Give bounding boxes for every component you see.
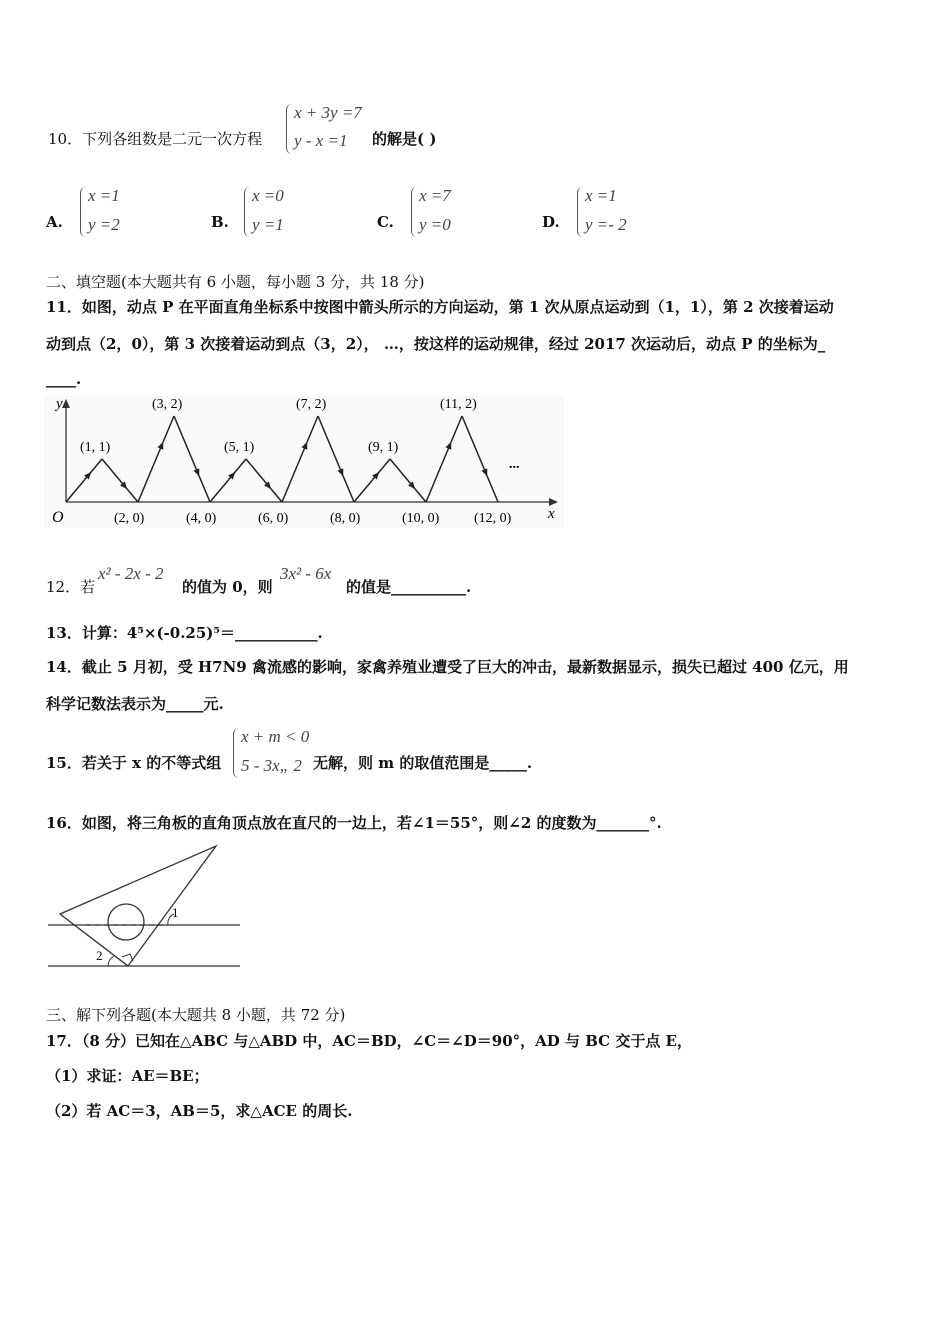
q10-system-brace xyxy=(286,104,293,154)
q17-line1: 17．（8 分）已知在△ABC 与△ABD 中，AC＝BD，∠C＝∠D＝90°，AD 与 BC 交于点 E， xyxy=(46,1032,692,1050)
y-axis-label: y xyxy=(56,396,63,412)
q15-pre: 15．若关于 x 的不等式组 xyxy=(46,754,222,772)
section2-title: 二、填空题(本大题共有 6 小题，每小题 3 分，共 18 分) xyxy=(46,273,425,291)
q10-tail: 的解是( ) xyxy=(372,130,437,148)
q10-option-a-line1: x =1 xyxy=(88,186,120,205)
right-angle-mark xyxy=(122,954,133,961)
peak-label: (11, 2) xyxy=(440,397,477,412)
triangle-ruler xyxy=(60,846,216,966)
q10-option-c-label: C. xyxy=(377,213,394,231)
q11-figure xyxy=(44,396,564,528)
triangle-hole xyxy=(108,904,144,940)
bottom-label: (8, 0) xyxy=(330,511,361,526)
q16-text: 16．如图，将三角板的直角顶点放在直尺的一边上，若∠1＝55°，则∠2 的度数为_______°. xyxy=(46,814,662,832)
q10-option-b-line1: x =0 xyxy=(252,186,284,205)
q10-option-d-line1: x =1 xyxy=(585,186,617,205)
q12-post: 的值是__________. xyxy=(346,578,472,596)
q10-stem-text: 下列各组数是二元一次方程 xyxy=(82,130,263,148)
q12-expr2: 3x² - 6x xyxy=(280,564,332,583)
bottom-label: (2, 0) xyxy=(114,511,145,526)
q10-option-d-line2: y =- 2 xyxy=(585,215,627,234)
peak-label: (5, 1) xyxy=(224,440,255,455)
q17-part2: （2）若 AC＝3，AB＝5，求△ACE 的周长. xyxy=(46,1102,353,1120)
q10-option-b-brace xyxy=(244,187,251,237)
q12-pre-text: 12．若 xyxy=(46,578,96,596)
peak-label: (1, 1) xyxy=(80,440,111,455)
q10-option-c-brace xyxy=(411,187,418,237)
x-axis-label: x xyxy=(548,506,555,522)
q10-option-c-line1: x =7 xyxy=(419,186,451,205)
peak-label: (3, 2) xyxy=(152,397,183,412)
q10-stem xyxy=(48,128,262,149)
q10-option-a-label: A. xyxy=(46,213,63,231)
q10-eq2: y - x =1 xyxy=(294,131,348,150)
q10-eq1: x + 3y =7 xyxy=(294,103,362,122)
q10-option-c-line2: y =0 xyxy=(419,215,451,234)
peak-label: (7, 2) xyxy=(296,397,327,412)
angle2-label: 2 xyxy=(96,948,103,963)
q12-mid: 的值为 0，则 xyxy=(182,578,273,596)
q14-line2: 科学记数法表示为_____元. xyxy=(46,695,224,713)
bottom-label: (4, 0) xyxy=(186,511,217,526)
q10-number: 10． xyxy=(48,130,83,148)
q11-line3: ____. xyxy=(46,370,82,388)
q14-line1: 14．截止 5 月初，受 H7N9 禽流感的影响，家禽养殖业遭受了巨大的冲击，最新数据显示，损失已超过 400 亿元，用 xyxy=(46,658,849,676)
q11-figure-bg xyxy=(44,396,564,528)
q10-option-a-brace xyxy=(80,187,87,237)
bottom-label: (6, 0) xyxy=(258,511,289,526)
q17-part1: （1）求证：AE＝BE； xyxy=(46,1067,209,1085)
q15-ineq1: x + m < 0 xyxy=(241,727,310,746)
q10-option-b-line2: y =1 xyxy=(252,215,284,234)
q12-expr1: x² - 2x - 2 xyxy=(98,564,164,583)
peak-label: (9, 1) xyxy=(368,440,399,455)
section3-title: 三、解下列各题(本大题共 8 小题，共 72 分) xyxy=(46,1006,346,1024)
q15-ineq2: 5 - 3x„ 2 xyxy=(241,756,302,775)
q11-line2: 动到点（2，0），第 3 次接着运动到点（3，2）， …，按这样的运动规律，经过 2017 次运动后，动点 P 的坐标为_ xyxy=(46,335,826,353)
q11-line1: 11．如图，动点 P 在平面直角坐标系中按图中箭头所示的方向运动，第 1 次从原点运动到（1，1），第 2 次接着运动 xyxy=(46,298,834,316)
q10-option-d-brace xyxy=(577,187,584,237)
ellipsis: ... xyxy=(509,457,520,472)
q15-post: 无解，则 m 的取值范围是_____. xyxy=(313,754,533,772)
q10-option-b-label: B. xyxy=(211,213,229,231)
q15-system-brace xyxy=(233,728,240,778)
q12-pre xyxy=(46,576,95,597)
q13-text: 13．计算：4⁵×(-0.25)⁵＝___________. xyxy=(46,624,323,642)
angle2-arc xyxy=(108,956,114,966)
q10-option-d-label: D. xyxy=(542,213,560,231)
q16-figure xyxy=(44,840,244,972)
bottom-label: (12, 0) xyxy=(474,511,512,526)
bottom-label: (10, 0) xyxy=(402,511,440,526)
angle1-label: 1 xyxy=(172,905,179,920)
q10-option-a-line2: y =2 xyxy=(88,215,120,234)
origin-label: O xyxy=(52,509,64,526)
